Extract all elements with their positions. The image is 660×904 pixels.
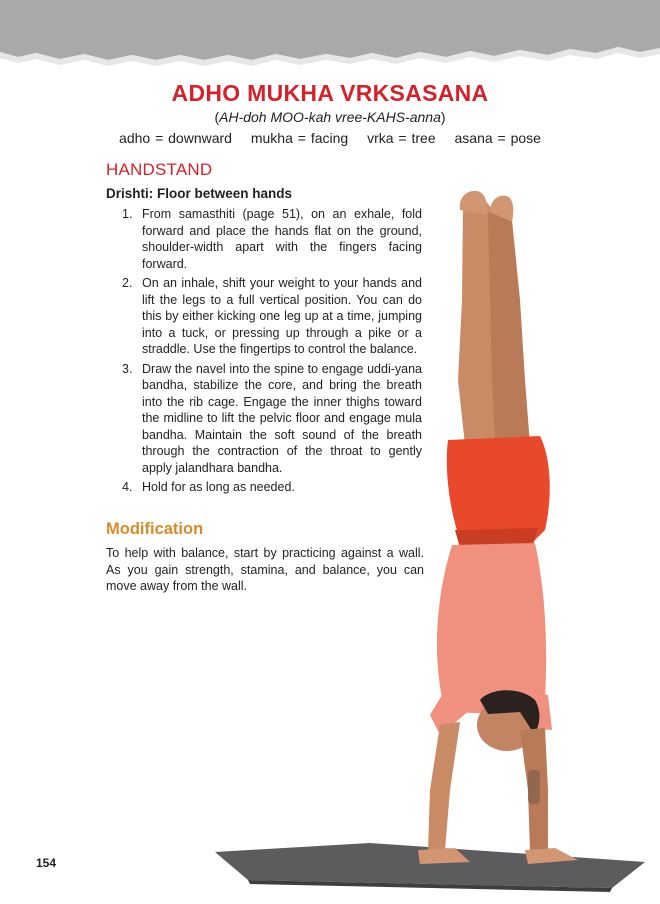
translation-asana: asana = pose: [454, 130, 541, 146]
pose-sanskrit-title: ADHO MUKHA VRKSASANA: [171, 80, 489, 106]
pronunciation-close-paren: ): [440, 109, 446, 125]
step-number: 3.: [122, 361, 133, 376]
drishti-line: Drishti: Floor between hands: [106, 186, 293, 201]
pronunciation-open-paren: (: [214, 109, 220, 125]
step-text: Hold for as long as needed.: [142, 480, 295, 494]
translation-mukha: mukha = facing: [250, 130, 349, 146]
pose-english-name: HANDSTAND: [106, 160, 213, 179]
page-number: 154: [36, 856, 57, 870]
step-text: Draw the navel into the spine to engage uddi-yana bandha, stabilize the core, and bring the breath into the rib cage. Engage the inner thighs toward the midline to lift the pelvic floor and engage mula bandha. Maintain the soft sound of the breath through the contraction of the throat to gently apply jalandhara bandha.: [142, 361, 422, 475]
translation-vrka: vrka = tree: [367, 130, 436, 146]
torn-paper-header: [0, 0, 660, 70]
step-number: 1.: [122, 207, 133, 221]
step-number: 2.: [122, 276, 133, 290]
pronunciation-text: AH-doh MOO-kah vree-KAHS-anna: [219, 109, 441, 125]
modification-heading: Modification: [106, 520, 204, 538]
step-number: 4.: [122, 480, 133, 494]
handstand-photo: [200, 180, 660, 904]
modification-text: To help with balance, start by practicing against a wall. As you gain strength, stamina, and balance, you can move away from the wall.: [106, 546, 424, 593]
step-text: From samasthiti (page 51), on an exhale, fold forward and place the hands flat on the ground, shoulder-width apart with the fingers facing forward.: [142, 207, 422, 271]
step-text: On an inhale, shift your weight to your hands and lift the legs to a full vertical position. You can do this by either kicking one leg up at a time, jumping into a tuck, or pressing up through a pike or a straddle. Use the fingertips to control the balance.: [142, 276, 422, 356]
pronunciation-guide: [0, 109, 660, 125]
word-translation: [0, 130, 660, 146]
translation-adho: adho = downward: [119, 130, 232, 146]
